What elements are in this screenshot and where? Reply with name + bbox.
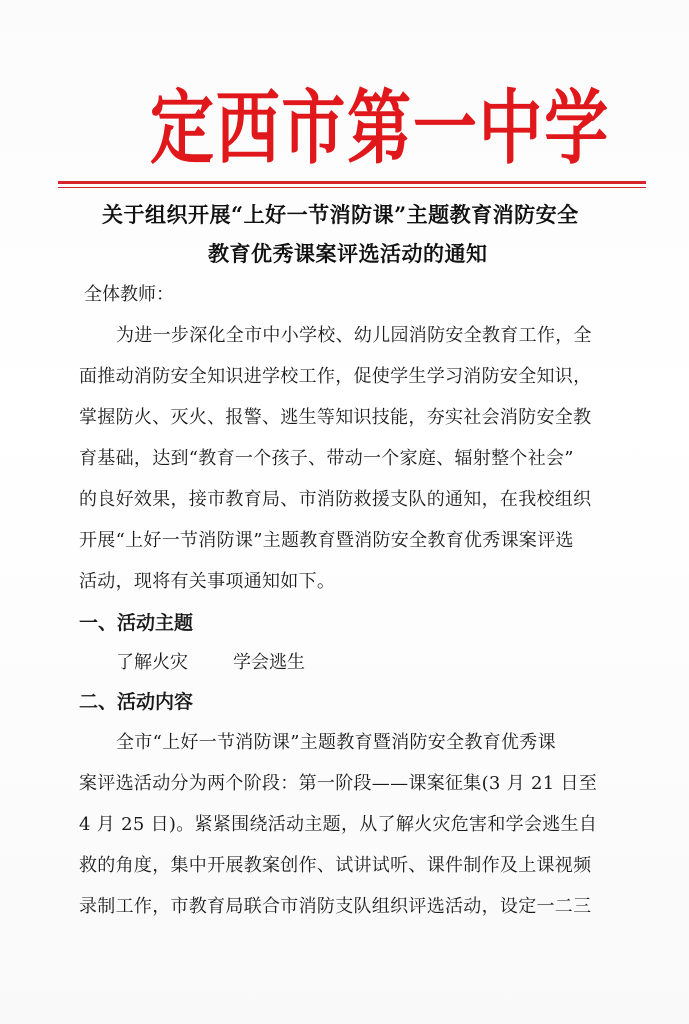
notice-title-line-2: 教育优秀课案评选活动的通知 [208,241,488,266]
intro-line: 育基础，达到“教育一个孩子、带动一个家庭、辐射整个社会” [79,448,574,469]
content-line: 案评选活动分为两个阶段：第一阶段——课案征集(3 月 21 日至 [79,773,598,794]
content-line: 4 月 25 日)。紧紧围绕活动主题，从了解火灾危害和学会逃生自 [79,814,598,835]
content-line: 全市“上好一节消防课”主题教育暨消防安全教育优秀课 [116,732,556,753]
section-1-heading: 一、活动主题 [79,612,194,634]
intro-line: 活动，现将有关事项通知如下。 [79,571,336,592]
intro-line: 为进一步深化全市中小学校、幼儿园消防安全教育工作，全 [116,325,592,346]
content-line: 救的角度，集中开展教案创作、试讲试听、课件制作及上课视频 [79,855,592,876]
intro-line: 开展“上好一节消防课”主题教育暨消防安全教育优秀课案评选 [79,530,574,551]
intro-line: 掌握防火、灭火、报警、逃生等知识技能，夯实社会消防安全教 [79,407,592,428]
content-line: 录制工作，市教育局联合市消防支队组织评选活动，设定一二三 [79,896,592,917]
theme-item-understand-fire: 了解火灾 [116,652,188,673]
notice-title-line-1: 关于组织开展“上好一节消防课”主题教育消防安全 [102,202,579,227]
masthead-rule-thick [58,181,646,184]
intro-line: 的良好效果，接市教育局、市消防救援支队的通知，在我校组织 [79,489,592,510]
school-masthead: 定西市第一中学 [150,79,610,176]
section-2-heading: 二、活动内容 [79,691,194,713]
masthead-rule-thin [58,187,646,188]
intro-line: 面推动消防安全知识进学校工作，促使学生学习消防安全知识， [79,366,592,387]
theme-item-learn-escape: 学会逃生 [233,652,305,673]
salutation: 全体教师： [84,284,174,305]
